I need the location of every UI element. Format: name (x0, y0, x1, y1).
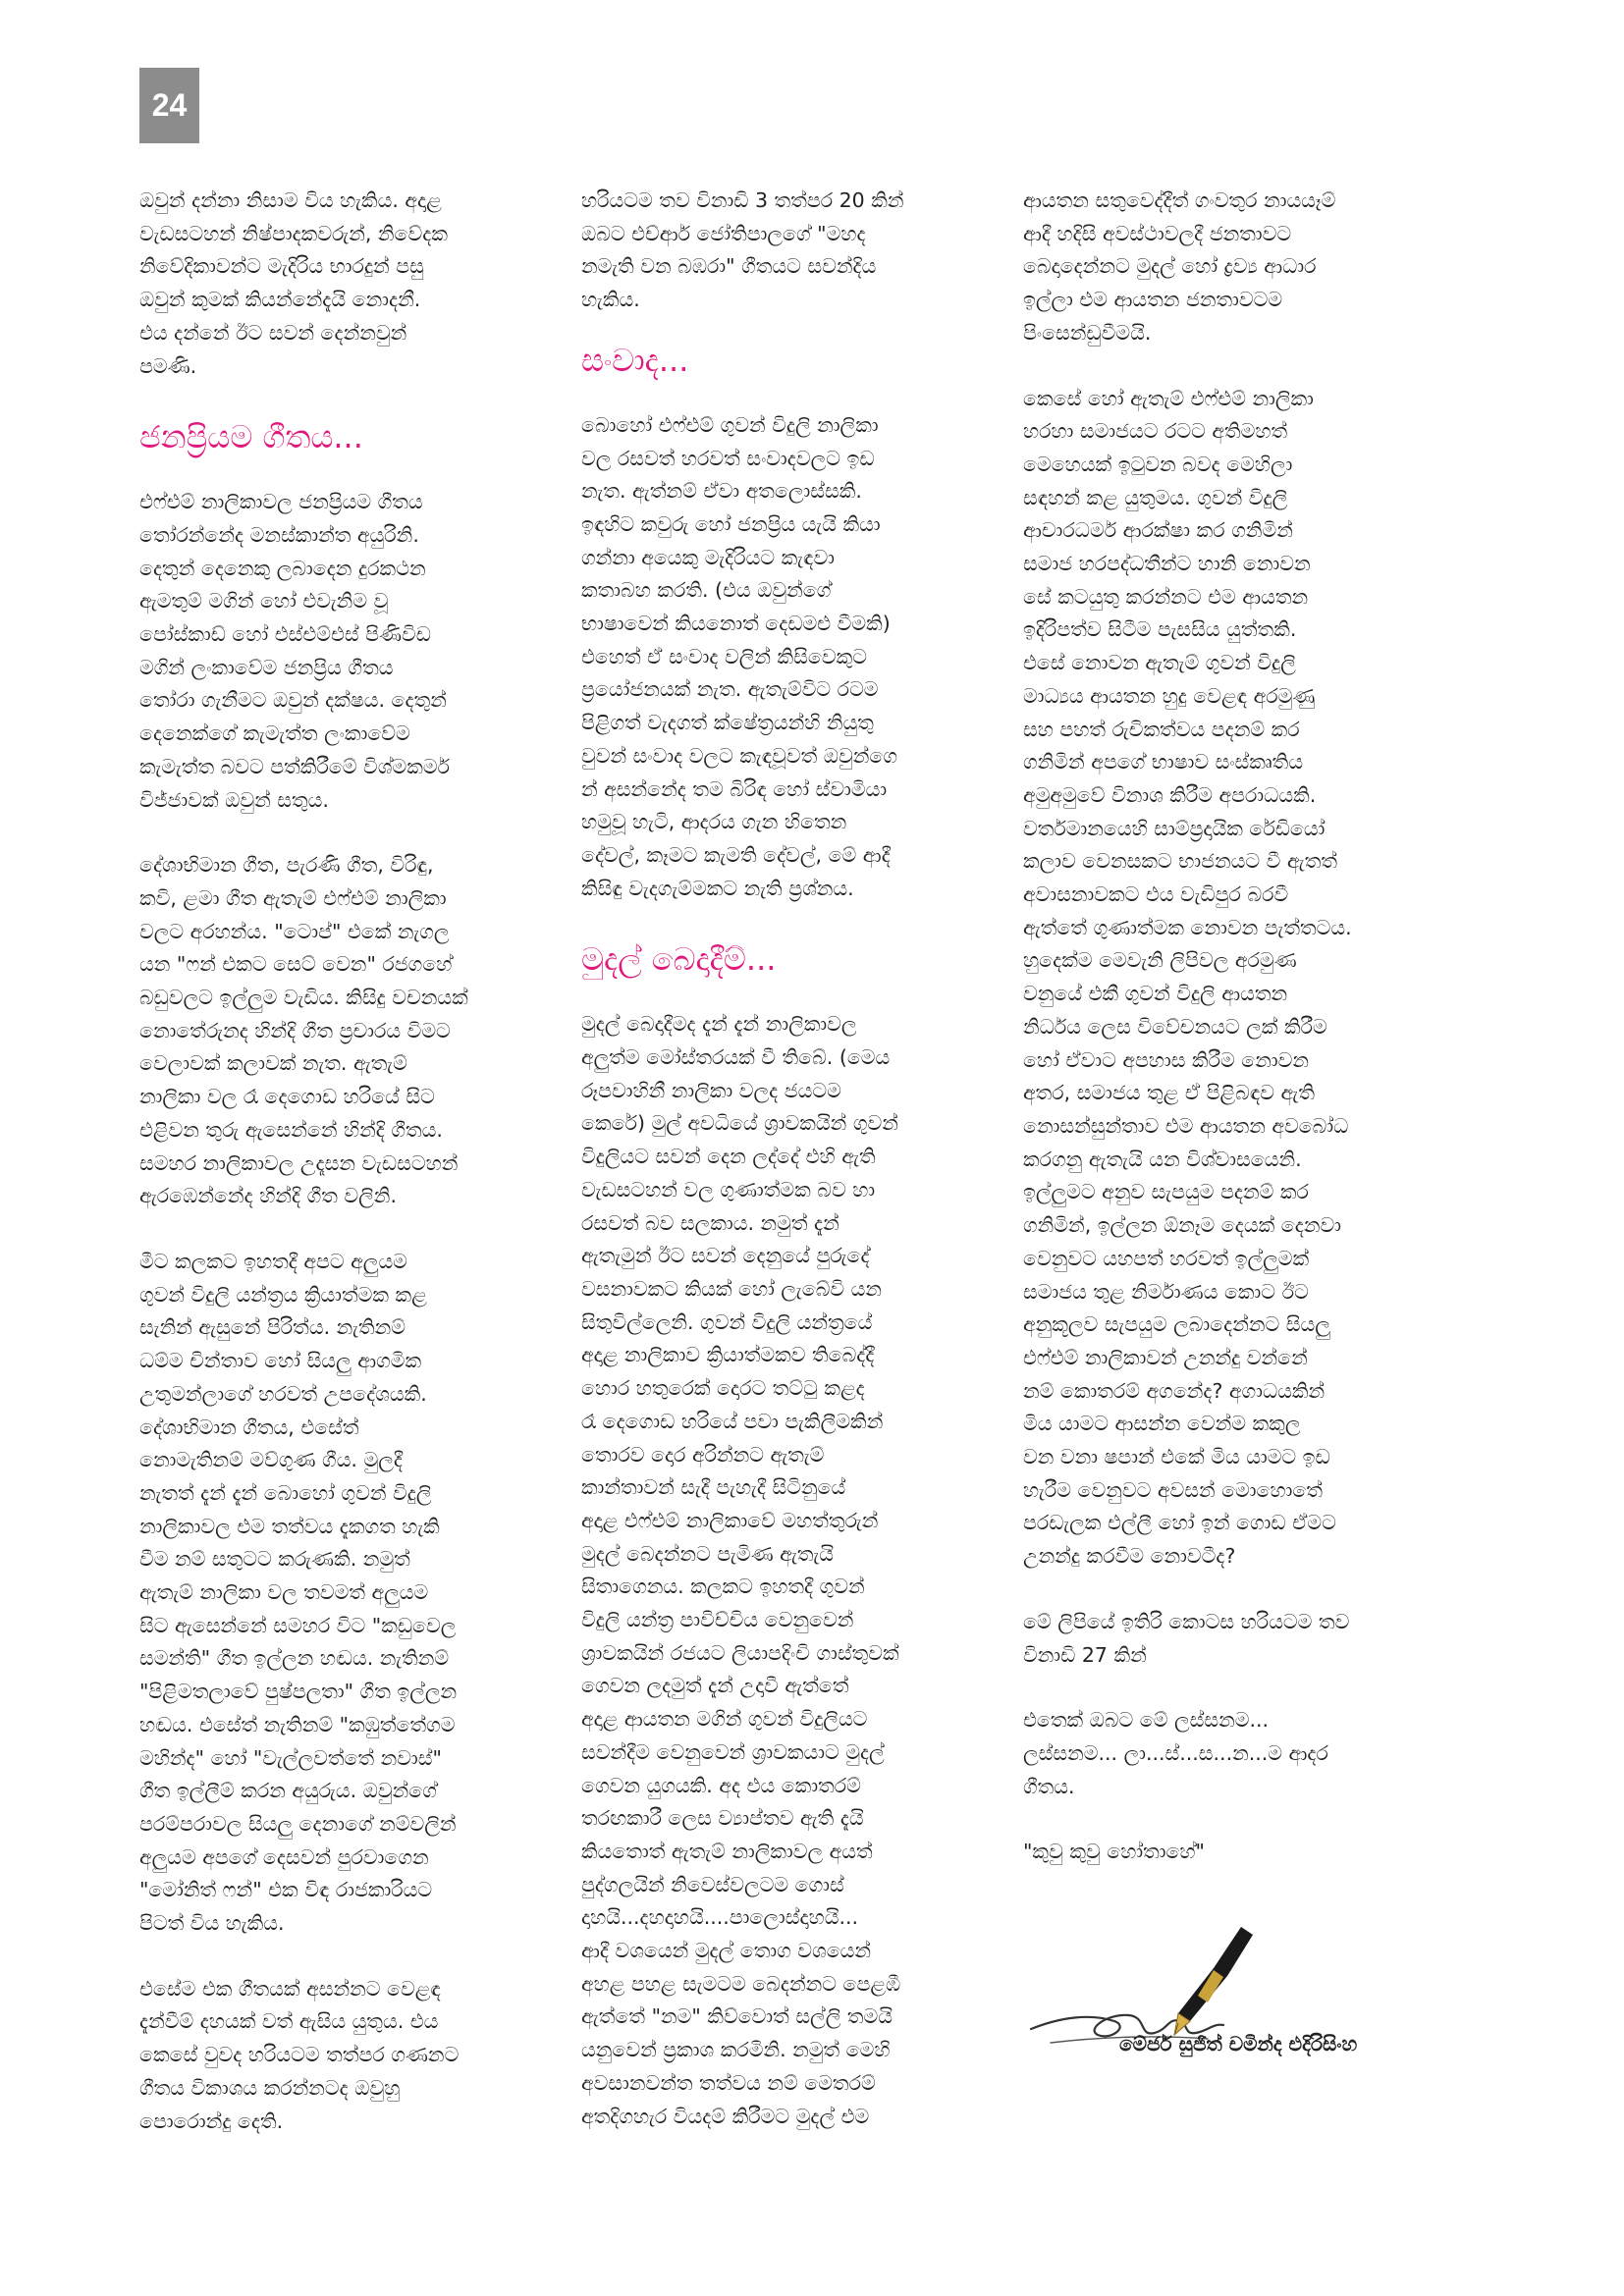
paragraph: ආයතන සතුවෙද්දීත් ගංවතුර නායයෑම් ආදී හදිසි අවස්ථාවලදී ජනතාවට බෙදාදෙන්නට මුදල් හෝ ද්‍රව්‍ය ආධාර ඉල්ලා එම ආයතන ජනතාවටම පිංසෙන්ඩුවීමයි. (1023, 188, 1336, 345)
paragraph: මීට කලකට ඉහතදී අපට අලුයම ගුවන් විදුලි යන්ත්‍රය ක්‍රියාත්මක කළ සැනින් ඇසුනේ පිරිත්ය. නැතිනම් ධම්ම චින්තාව හෝ සියලු ආගමික උතුමන්ලාගේ හරවත් උපදේශයකි. දේශාභිමාන ගීතය, එසේත් නොමැතිනම් මව්ගුණ ගීය. මුලදී නැතත් දැන් දැන් බොහෝ ගුවන් විදුලි නාලිකාවල එම තත්වය දැකගත හැකි වීම නම් සතුටට කරුණකි. නමුත් ඇතැම් නාලිකා වල තවමත් අලුයම සිට ඇසෙන්නේ සමහර විට "කඩුවෙල සමන්ති" ගීත ඉල්ලන හඬය. නැතිනම් "පිළිමතලාවේ පුෂ්පලතා" ගීත ඉල්ලන හඬය. එසේත් නැතිනම් "කඹුත්තේගම මහින්ද" හෝ "වැල්ලවත්තේ නවාස්" ගීත ඉල්ලීම් කරන අයුරුය. ඔවුන්ගේ පරම්පරාවල සියලු දෙනාගේ නම්වලින් අලුයම අපගේ දෙසවන් පුරවාගෙන "මෝනිත් ෆන්" එක විඳ රාජකාරියට පිටත් විය හැකිය. (139, 1249, 458, 1936)
article-column-2 (581, 185, 992, 2165)
paragraph: කෙසේ හෝ ඇතැම් එෆ්එම් නාලිකා හරහා සමාජයට රටට අතිමහත් මෙහෙයක් ඉටුවන බවද මෙහිලා සඳහන් කළ යුතුමය. ගුවන් විදුලි ආචාරධර්ම ආරක්ෂා කර ගනිමින් සමාජ හරපද්ධතීන්ට හානි නොවන සේ කටයුතු කරන්නට එම ආයතන ඉදිරිපත්ව සිටීම පැසසිය යුත්තකි. එසේ නොවන ඇතැම් ගුවන් විදුලි මාධ්‍යය ආයතන හුදු වෙළඳ අරමුණු සහ පහත් රුචිකත්වය පදනම් කර ගනිමින් අපගේ භාෂාව සංස්කෘතිය අමුඅමුවේ විනාශ කිරීම අපරාධයකි. වර්තමානයෙහි සාම්ප්‍රදායික රේඩියෝ කලාව වෙනසකට භාජනයට වී ඇතත් අවාසනාවකට එය වැඩිපුර බරවී ඇත්තේ ගුණාත්මක නොවන පැත්තටය. හුදෙක්ම මෙවැනි ලිපිවල අරමුණ වනුයේ එකී ගුවන් විදුලි ආයතන නිර්ධය ලෙස විවේචනයට ලක් කිරීම හෝ ඒවාට අපහාස කිරීම නොවන අතර, සමාජය තුළ ඒ පිළිබඳව ඇති නොසන්සුන්තාව එම ආයතන අවබෝධ කරගනු ඇතැයි යන විශ්වාසයෙනි. ඉල්ලුමට අනුව සැපයුම පදනම් කර ගනිමින්, ඉල්ලන ඕනෑම දෙයක් දෙනවා වෙනුවට යහපත් හරවත් ඉල්ලුමක් සමාජය තුළ නිර්මාණය කොට ඊට අනුකූලව සැපයුම ලබාදෙන්නට සියලු එෆ්එම් නාලිකාවන් උනන්දු වන්නේ නම් කොතරම් අගනේද? අගාධයකින් මිය යාමට ආසන්න වෙන්ම කකුල වන වනා ෂපාන් එකේ මිය යාමට ඉඩ හැරීම වෙනුවට අවසන් මොහොතේ පරඩැලක එල්ලී හෝ ඉන් ගොඩ ඒමට උනන්දු කරවීම නොවටීද? (1023, 386, 1352, 1569)
author-name: මේජර් සුජිත් චමින්ද එදිරිසිංහ (1119, 2032, 1358, 2056)
paragraph: එෆ්එම් නාලිකාවල ජනප්‍රියම ගීතය තෝරන්නේද මනස්කාන්ත අයුරිනි. දෙතුන් දෙනෙකු ලබාදෙන දුරකථන ඇමතුම් මගින් හෝ එවැනිම වූ පෝස්කාඩ් හෝ එස්එම්එස් පිණිවිඩ මගින් ලංකාවේම ජනප්‍රිය ගීතය තෝරා ගැනීමට ඔවුන් දක්ෂය. දෙතුන් දෙනෙක්ගේ කැමැත්ත ලංකාවේම කැමැත්ත බවට පත්කිරීමේ විශ්මකර්ම විජ්ජාවක් ඔවුන් සතුය. (139, 490, 450, 812)
section-heading: ජනප්‍රියම ගීතය... (139, 418, 363, 456)
paragraph: "කුවු කුවු හෝතාහේ" (1023, 1840, 1205, 1864)
paragraph: මුදල් බෙදාදීමද දැන් දැන් නාලිකාවල අලුත්ම මෝස්තරයක් වී තිබේ. (මෙය රූපවාහිනී නාලිකා වලද ජයටම කෙරේ) මුල් අවධියේ ශ්‍රාවකයින් ගුවන් විදුලියට සවන් දෙන ලද්දේ එහි ඇති වැඩසටහන් වල ගුණාත්මක බව හා රසවත් බව සලකාය. නමුත් දැන් ඇතැමුන් ඊට සවන් දෙනුයේ පුරුදේ වසනාවකට කියක් හෝ ලැබේවි යන සිතුවිල්ලෙනි. ගුවන් විදුලි යන්ත්‍රයේ අදාළ නාලිකාව ක්‍රියාත්මකව තිබෙද්දී හොර හතුරෙක් දොරට තට්ටු කළද රෑ දෙගොඩ හරියේ පවා පැකිලීමකින් තොරව දොර අරින්නට ඇතැම් කාන්තාවන් සැදී පැහැදී සිටිනුයේ අදාළ එෆ්එම් නාලිකාවේ මහත්තුරුන් මුදල් බෙදන්නට පැමිණ ඇතැයි සිතාගෙනය. කලකට ඉහතදී ගුවන් විදුලි යන්ත්‍ර පාවිච්චිය වෙනුවෙන් ශ්‍රාවකයින් රජයට ලියාපදිංචි ගාස්තුවක් ගෙවන ලදමුත් දැන් උදාවී ඇත්තේ අදාළ ආයතන මගින් ගුවන් විදුලියට සවන්දීම වෙනුවෙන් ශ්‍රාවකයාට මුදල් ගෙවන යුගයකි. අද එය කොතරම් තරඟකාරී ලෙස ව්‍යාප්තව ඇති දැයි කියතොත් ඇතැම් නාලිකාවල අයත් පුද්ගලයින් නිවෙස්වලටම ගොස් දාහයි...දහදාහයි....පාලොස්දාහයි... ආදී වශයෙන් මුදල් තොග වශයෙන් අහළ පහළ සැමටම බෙදන්නට පෙළඹී ඇත්තේ "නම" කිව්වොත් සල්ලි තමයි යනුවෙන් ප්‍රකාශ කරමිනි. නමුත් මෙහි අවසානවන්ත තත්වය නම් මෙතරම් අතදිගහැර වියදම් කිරීමට මුදල් එම (581, 1012, 901, 2128)
paragraph: දේශාභිමාන ගීත, පැරණි ගීත, විරිඳු, කවි, ළමා ගීත ඇතැම් එෆ්එම් නාලිකා වලට අරහන්ය. "ටොප්" එකේ නැගල යන "ෆන් එකට සෙට් වෙන" රජගහේ බඩුවලට ඉල්ලුම වැඩිය. කිසිදු වචනයක් නොතේරුනද හින්දි ගීත ප්‍රචාරය විමට වෙලාවක් කලාවක් නැත. ඇතැම් නාලිකා වල රෑ දෙගොඩ හරියේ සිට එළිවන තුරු ඇසෙන්නේ හින්දි ගීතය. සමහර නාලිකාවල උදෑසන වැඩසටහන් ඇරඹෙන්නේද හින්දි ගීත වලිනි. (139, 853, 468, 1208)
page-number: 24 (139, 68, 199, 143)
article-column-3 (1023, 185, 1434, 1901)
paragraph: මේ ලිපියේ ඉතිරි කොටස හරියටම තව විනාඩි 27 කින් (1023, 1609, 1350, 1667)
paragraph: බොහෝ එෆ්එම් ගුවන් විදුලි නාලිකා වල රසවත් හරවත් සංවාදවලට ඉඩ නැත. ඇත්නම් ඒවා අතලොස්සකි. ඉඳහිට කවුරු හෝ ජනප්‍රිය යැයි කියා ගන්නා අයෙකු මැදිරියට කැඳවා කතාබහ කරති. (එය ඔවුන්ගේ භාෂාවෙන් කියනොත් දෙඩමළු වීමකි) එහෙත් ඒ සංවාද වලින් කිසිවෙකුට ප්‍රයෝජනයක් නැත. ඇතැම්විට රටම පිළිගත් වැදගත් ක්ෂේත්‍රයන්හි නියුතු වුවන් සංවාද වලට කැඳවූවත් ඔවුන්ගෙ න් අසන්නේද තම බිරිඳ හෝ ස්වාමියා හමුවූ හැටි, ආදරය ගැන හිතෙන දේවල්, කෑමට කැමති දේවල්, මේ ආදී කිසිඳු වැදගැම්මකට නැති ප්‍රශ්නය. (581, 412, 897, 900)
section-heading: මුදල් බෙදාදීම්... (581, 940, 777, 979)
article-column-1 (139, 185, 550, 2170)
paragraph: හරියටම තව විනාඩි 3 තත්පර 20 කින් ඔබට එච්ආර් ජෝතිපාලගේ "මහද නමැති වන බඹරා" ගීතයට සවන්දිය හැකිය. (581, 188, 904, 312)
section-heading: සංවාද... (581, 341, 689, 379)
paragraph: ඔවුන් දන්නා නිසාම විය හැකිය. අදාළ වැඩසටහන් නිෂ්පාදකවරුන්, නිවේදක නිවේදිකාවන්ට මැදිරිය භාරදුන් පසු ඔවුන් කුමක් කියන්නේදැයි නොදනී. එය දන්නේ ඊට සවන් දෙන්නවුන් පමණි. (139, 188, 448, 378)
paragraph: එසේම එක ගීතයක් අසන්නට වෙළඳ දැන්වීම් දහයක් වත් ඇසිය යුතුය. එය කෙසේ වුවද හරියටම තත්පර ගණනට ගීතය විකාශය කරන්නටද ඔවුහු පොරොන්දු දෙති. (139, 1976, 460, 2133)
paragraph: එතෙක් ඔබට මේ ලස්සනම... ලස්සනම... ලා...ස්...ස...න...ම ආදර ගීතය. (1023, 1708, 1328, 1798)
